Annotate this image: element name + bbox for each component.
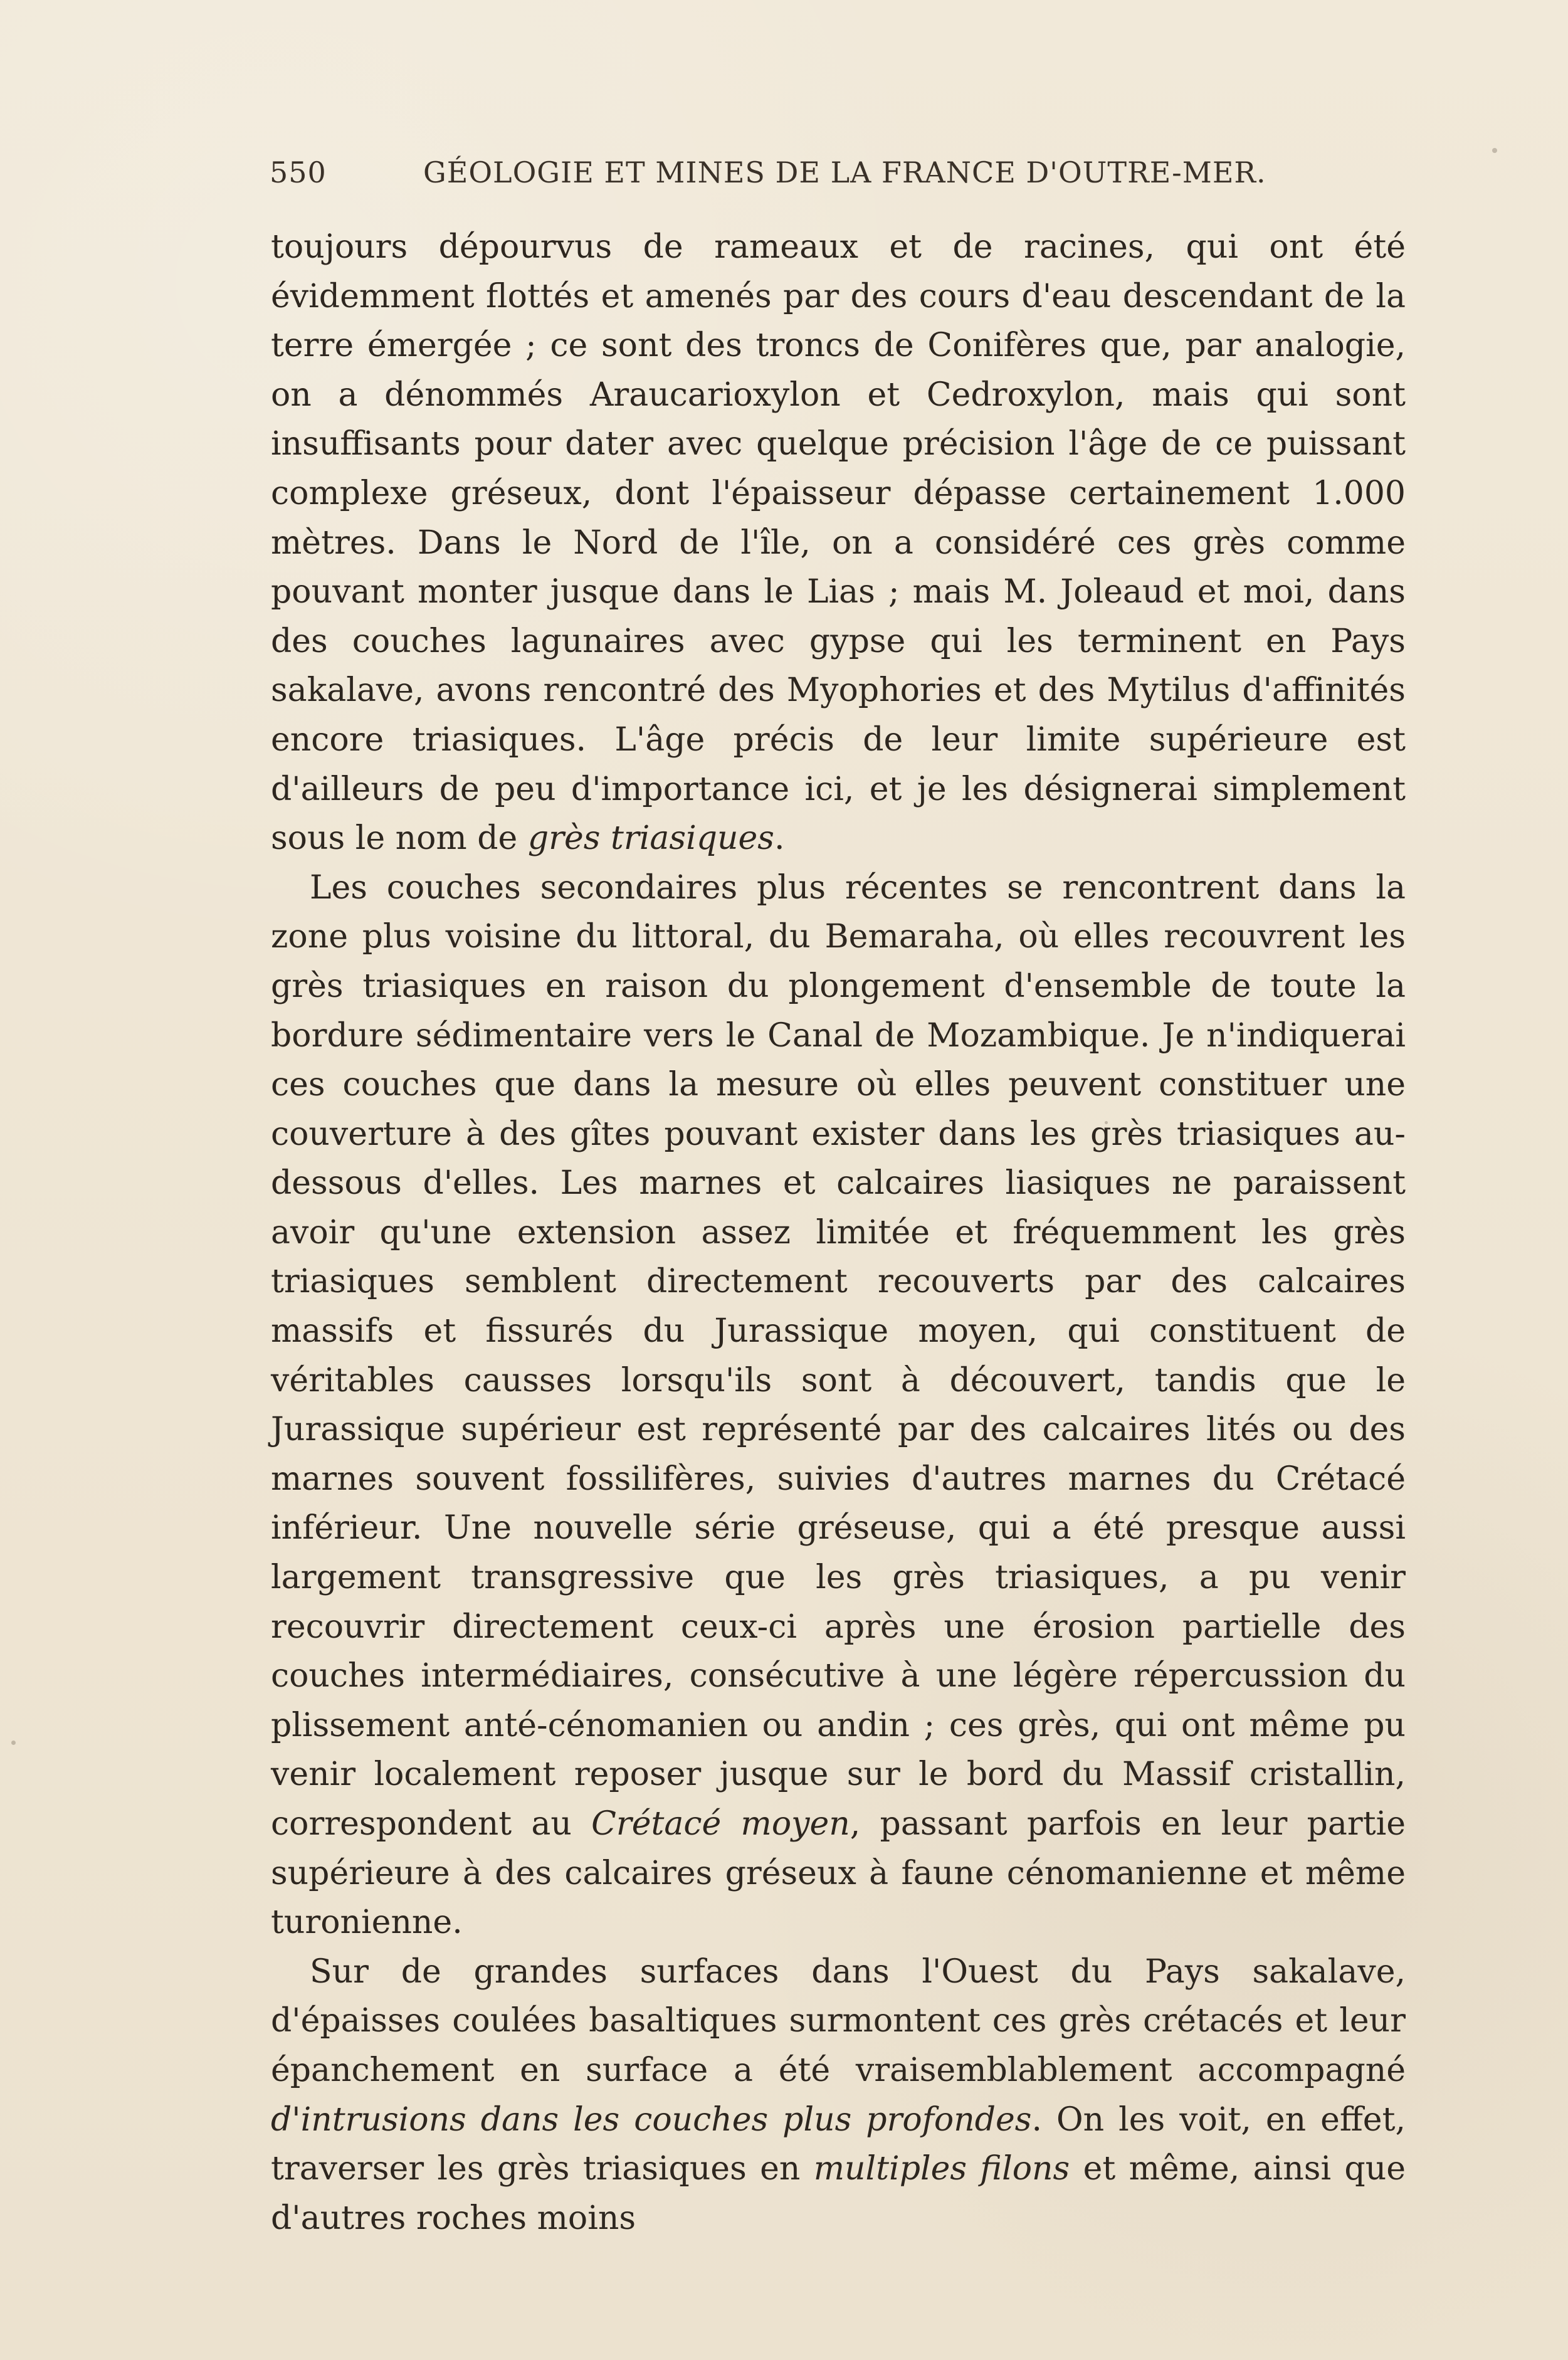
paragraph-3-text-2: . On les voit, en effet, traverser les grès triasiques en: [271, 2100, 1406, 2188]
paragraph-3-italic-1: d'intrusions dans les couches plus profondes: [271, 2100, 1032, 2139]
running-title: GÉOLOGIE ET MINES DE LA FRANCE D'OUTRE-MER.: [423, 155, 1266, 189]
page-header: [270, 155, 1266, 199]
paper-spot-top-right: [1492, 148, 1497, 153]
main-text: [271, 223, 1406, 2243]
paragraph-3-text-3: et même, ainsi que d'autres roches moins: [271, 2150, 1406, 2237]
page-number: 550: [270, 155, 327, 189]
paragraph-2-text-1: Les couches secondaires plus récentes se rencontrent dans la zone plus voisine du littoral, du Bemaraha, où elles recouvrent les grès triasiques en raison du plongement d'ensemble de toute la bordure sédimentaire vers le Canal de Mozambique. Je n'indiquerai ces couches que dans la mesure où elles peuvent constituer une couverture à des gîtes pouvant exister dans les grès triasiques au-dessous d'elles. Les marnes et calcaires liasiques ne paraissent avoir qu'une extension assez limitée et fréquemment les grès triasiques semblent directement recouverts par des calcaires massifs et fissurés du Jurassique moyen, qui constituent de véritables causses lorsqu'ils sont à découvert, tandis que le Jurassique supérieur est représenté par des calcaires lités ou des marnes souvent fossilifères, suivies d'autres marnes du Crétacé inférieur. Une nouvelle série gréseuse, qui a été presque aussi largement transgressive que les grès triasiques, a pu venir recouvrir directement ceux-ci après une érosion partielle des couches intermédiaires, consécutive à une légère répercussion du plissement anté-cénomanien ou andin ; ces grès, qui ont même pu venir localement reposer jusque sur le bord du Massif cristallin, correspondent au: [271, 868, 1406, 1843]
paragraph-1-italic-1: grès triasiques: [527, 819, 774, 858]
paragraph-1-text-end: .: [774, 819, 785, 858]
paragraph-1: [271, 223, 1406, 863]
paragraph-2: [271, 863, 1406, 1947]
paper-spot-left: [11, 1741, 16, 1745]
paragraph-1-text-1: toujours dépourvus de rameaux et de racines, qui ont été évidemment flottés et amenés par des cours d'eau descendant de la terre émergée ; ce sont des troncs de Conifères que, par analogie, on a dénommés Araucarioxylon et Cedroxylon, mais qui sont insuffisants pour dater avec quelque précision l'âge de ce puissant complexe gréseux, dont l'épaisseur dépasse certainement 1.000 mètres. Dans le Nord de l'île, on a considéré ces grès comme pouvant monter jusque dans le Lias ; mais M. Joleaud et moi, dans des couches lagunaires avec gypse qui les terminent en Pays sakalave, avons rencontré des Myophories et des Mytilus d'affinités encore triasiques. L'âge précis de leur limite supérieure est d'ailleurs de peu d'importance ici, et je les désignerai simplement sous le nom de: [271, 228, 1406, 858]
paragraph-3-text-1: Sur de grandes surfaces dans l'Ouest du Pays sakalave, d'épaisses coulées basaltiques surmontent ces grès crétacés et leur épanchement en surface a été vraisemblablement accompagné: [271, 1952, 1406, 2089]
paragraph-3: [271, 1947, 1406, 2243]
paragraph-3-italic-2: multiples filons: [813, 2150, 1070, 2188]
paragraph-2-text-2: , passant parfois en leur partie supérieure à des calcaires gréseux à faune cénomanienne et même turonienne.: [271, 1805, 1406, 1942]
paragraph-2-italic-1: Crétacé moyen: [591, 1805, 850, 1843]
